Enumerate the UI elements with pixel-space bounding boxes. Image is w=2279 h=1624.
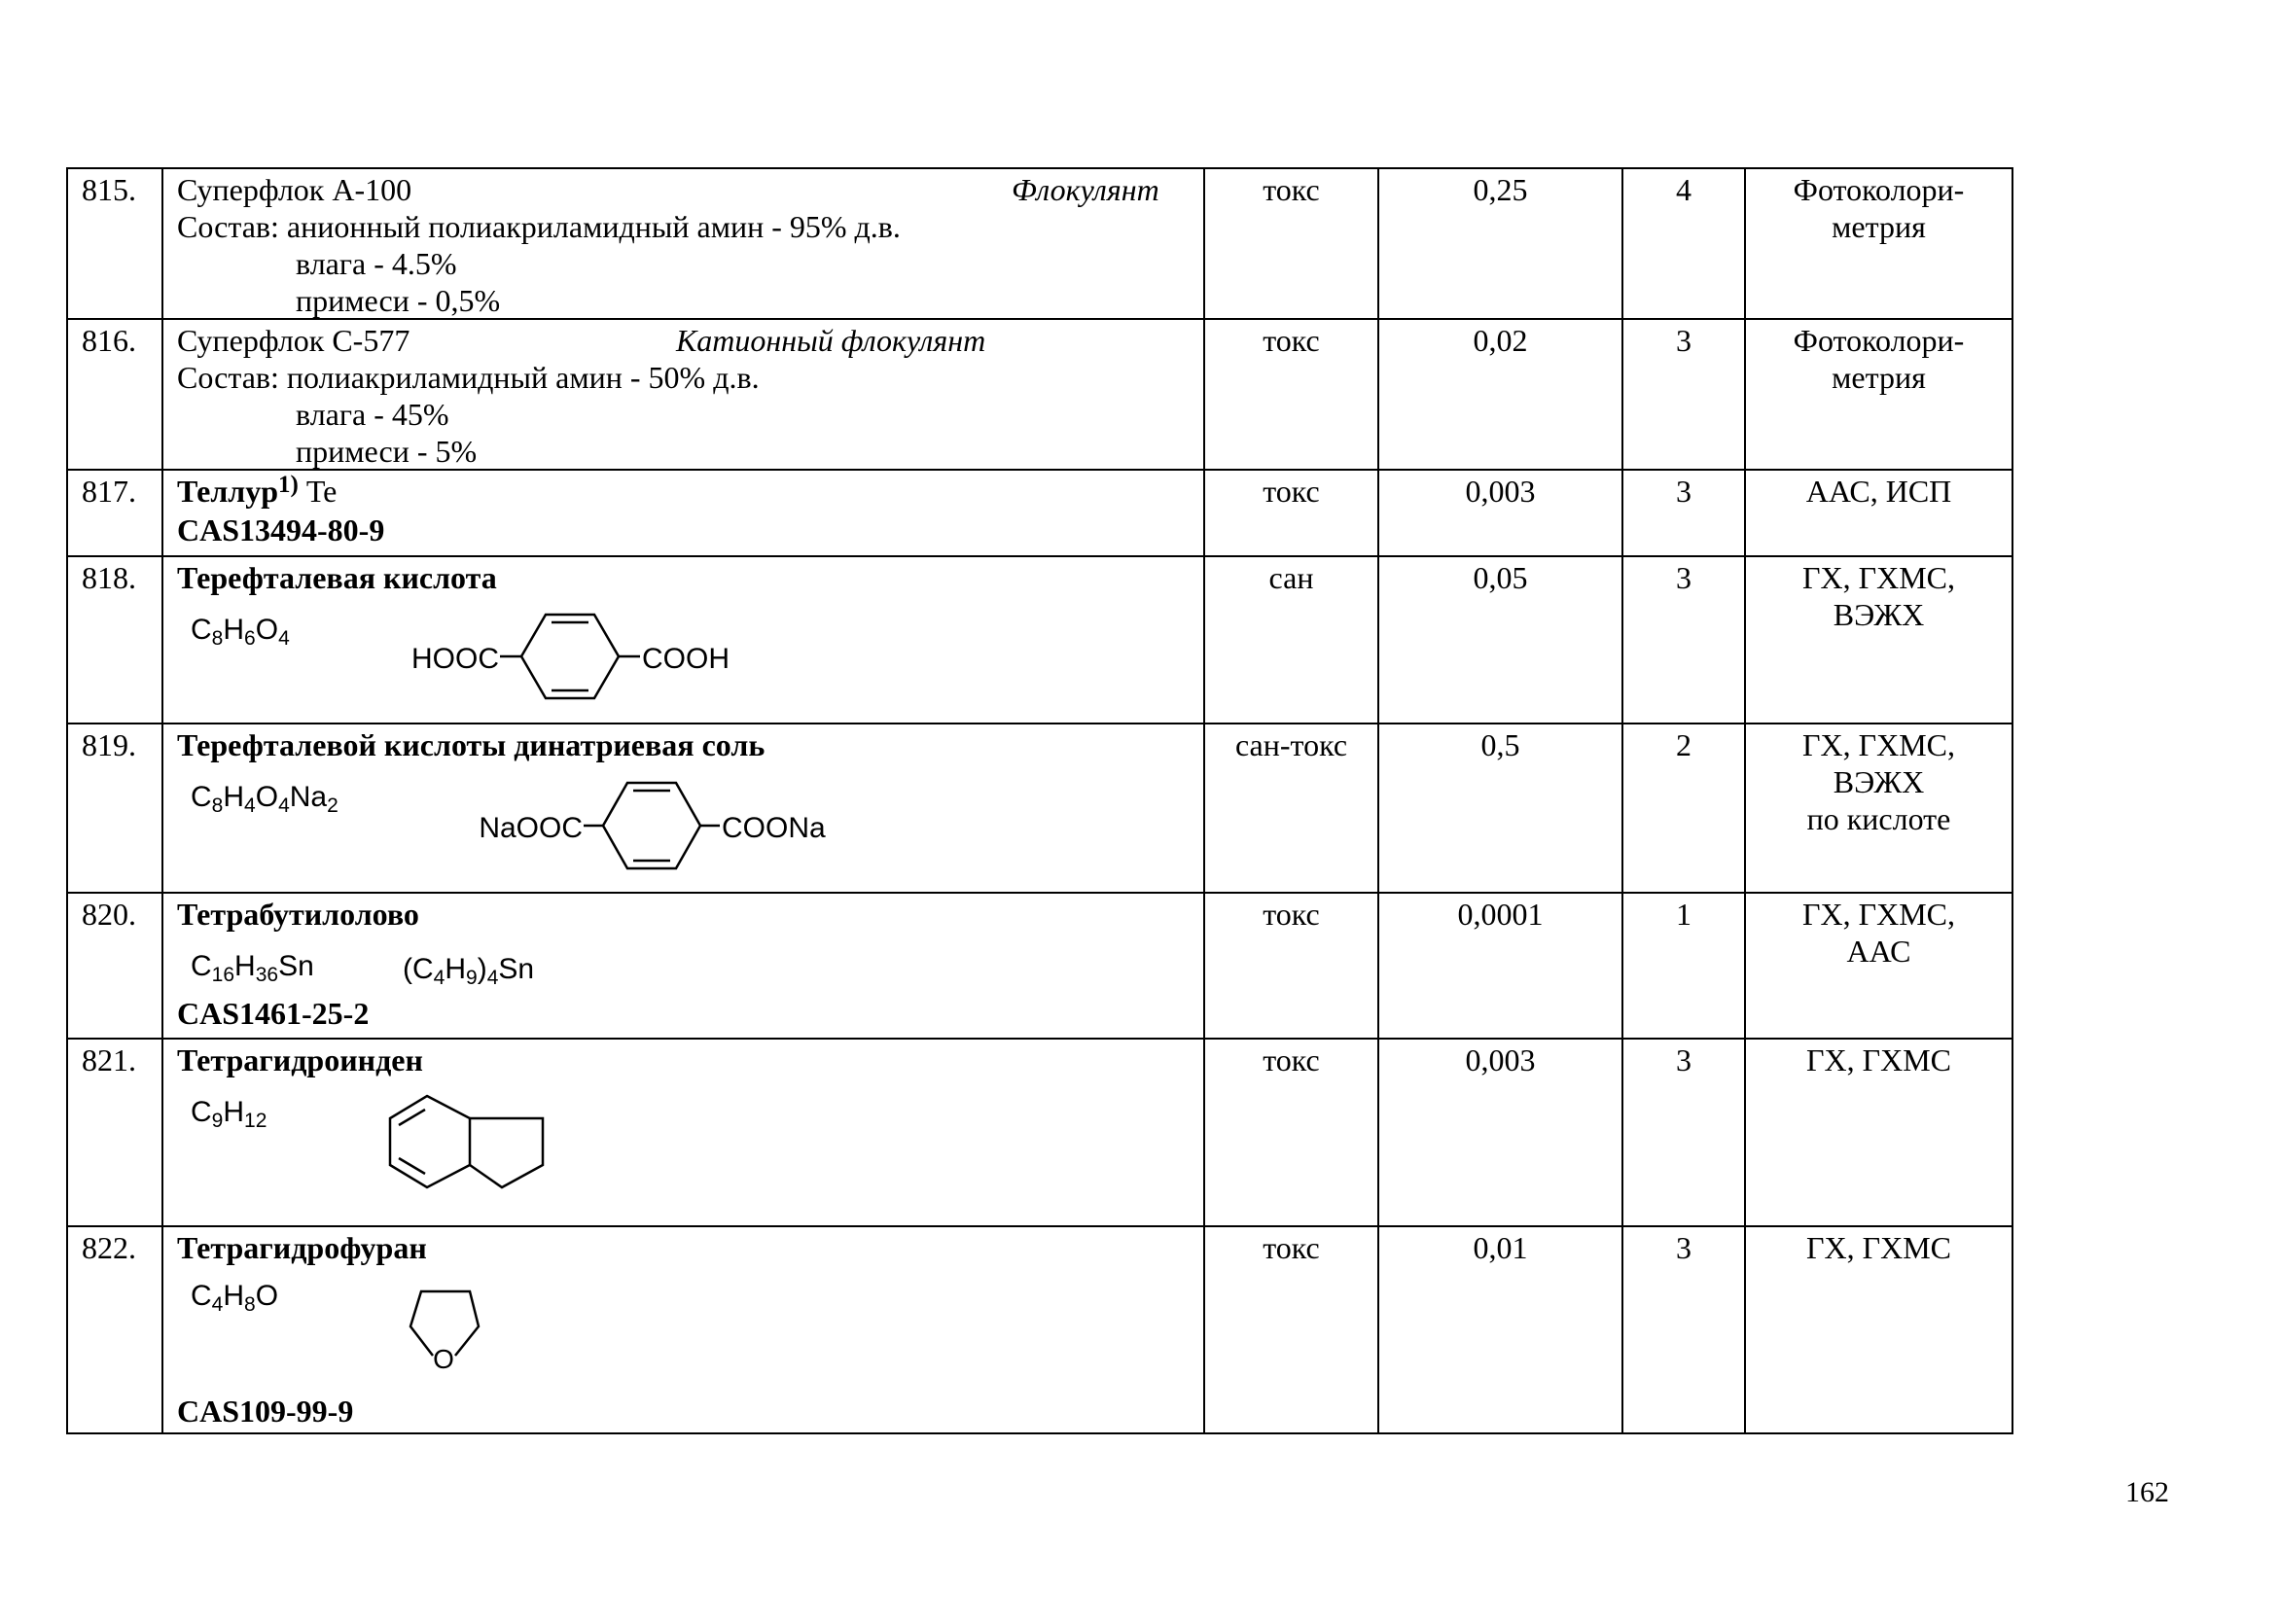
class-cell: сан [1204, 556, 1378, 724]
table-row [67, 470, 2012, 556]
table-row [67, 168, 2012, 319]
element-symbol: Te [305, 474, 338, 509]
disodium-terephthalate-structure [416, 761, 864, 893]
hazard-cell: 4 [1622, 168, 1745, 319]
table-row [67, 893, 2012, 1039]
group-right-label: COOH [642, 643, 730, 675]
row-number: 818. [67, 556, 162, 724]
tetrahydroindene-structure [382, 1088, 606, 1219]
substance-cell [162, 319, 1204, 470]
class-cell: токс [1204, 319, 1378, 470]
substance-type: Флокулянт [1012, 172, 1159, 207]
substance-cell [162, 470, 1204, 556]
value-cell: 0,05 [1378, 556, 1622, 724]
moisture-text: влага - 45% [296, 397, 449, 432]
method-cell: ГХ, ГХМС [1745, 1226, 2012, 1433]
molecular-formula: $C_4H_8O$ [191, 1280, 279, 1316]
substance-name: Теллур [177, 474, 279, 509]
class-cell: токс [1204, 168, 1378, 319]
substance-cell [162, 1226, 1204, 1433]
molecular-formula: $C_9H_{12}$ [191, 1096, 267, 1132]
class-cell: токс [1204, 893, 1378, 1039]
hazard-cell: 3 [1622, 1039, 1745, 1226]
row-number: 815. [67, 168, 162, 319]
row-number: 819. [67, 724, 162, 893]
cas-number: CAS13494-80-9 [177, 512, 385, 547]
molecular-formula: $C_8H_6O_4$ [191, 614, 290, 650]
ring-oxygen-label: O [433, 1344, 454, 1374]
method-cell: Фотоколори- метрия [1745, 168, 2012, 319]
substance-name: Тетрабутилолово [177, 897, 419, 932]
hazard-cell: 3 [1622, 1226, 1745, 1433]
table-row [67, 724, 2012, 893]
substance-name: Терефталевой кислоты динатриевая соль [177, 727, 766, 762]
class-cell: сан-токс [1204, 724, 1378, 893]
group-left-label: HOOC [411, 643, 499, 675]
molecular-formula: $C_{16}H_{36}Sn$ [191, 950, 314, 986]
molecular-formula: $C_8H_4O_4Na_2$ [191, 781, 338, 817]
method-cell: ГХ, ГХМС, ВЭЖХ [1745, 556, 2012, 724]
substance-name: Суперфлок А-100 [177, 172, 412, 207]
moisture-text: влага - 4.5% [296, 246, 457, 281]
hazard-cell: 3 [1622, 319, 1745, 470]
substance-name: Терефталевая кислота [177, 560, 497, 595]
method-cell: ГХ, ГХМС, ААС [1745, 893, 2012, 1039]
method-cell: Фотоколори- метрия [1745, 319, 2012, 470]
substance-type: Катионный флокулянт [676, 323, 986, 358]
hazard-cell: 3 [1622, 556, 1745, 724]
hazard-cell: 2 [1622, 724, 1745, 893]
substance-cell [162, 556, 1204, 724]
value-cell: 0,003 [1378, 1039, 1622, 1226]
value-cell: 0,25 [1378, 168, 1622, 319]
class-cell: токс [1204, 1226, 1378, 1433]
substance-title-line [177, 473, 337, 510]
value-cell: 0,5 [1378, 724, 1622, 893]
value-cell: 0,0001 [1378, 893, 1622, 1039]
table-row [67, 1226, 2012, 1433]
terephthalic-acid-structure [366, 594, 774, 721]
composition-text: Состав: анионный полиакриламидный амин - 95% д.в. [177, 209, 901, 244]
hazard-cell: 1 [1622, 893, 1745, 1039]
row-number: 822. [67, 1226, 162, 1433]
substance-name: Суперфлок С-577 [177, 323, 410, 358]
class-cell: токс [1204, 1039, 1378, 1226]
impurities-text: примеси - 5% [296, 434, 478, 469]
substance-name: Тетрагидроинден [177, 1042, 423, 1077]
tetrahydrofuran-structure [382, 1276, 499, 1383]
impurities-text: примеси - 0,5% [296, 283, 501, 318]
cas-number: CAS109-99-9 [177, 1394, 354, 1429]
page-number: 162 [2125, 1476, 2169, 1508]
table-row [67, 319, 2012, 470]
row-number: 817. [67, 470, 162, 556]
hazard-cell: 3 [1622, 470, 1745, 556]
row-number: 816. [67, 319, 162, 470]
substance-cell [162, 724, 1204, 893]
row-number: 820. [67, 893, 162, 1039]
substance-cell [162, 168, 1204, 319]
group-right-label: COONa [722, 812, 826, 844]
cas-number: CAS1461-25-2 [177, 996, 370, 1031]
substance-name: Тетрагидрофуран [177, 1230, 427, 1265]
substance-cell [162, 1039, 1204, 1226]
method-cell: ГХ, ГХМС [1745, 1039, 2012, 1226]
table-row [67, 556, 2012, 724]
structural-formula: $(C_4H_9)_4Sn$ [403, 953, 535, 989]
group-left-label: NaOOC [479, 812, 583, 844]
value-cell: 0,003 [1378, 470, 1622, 556]
class-cell: токс [1204, 470, 1378, 556]
method-cell: ААС, ИСП [1745, 470, 2012, 556]
value-cell: 0,01 [1378, 1226, 1622, 1433]
footnote-mark: 1) [278, 472, 299, 498]
table-row [67, 1039, 2012, 1226]
composition-text: Состав: полиакриламидный амин - 50% д.в. [177, 360, 760, 395]
value-cell: 0,02 [1378, 319, 1622, 470]
method-cell: ГХ, ГХМС, ВЭЖХ по кислоте [1745, 724, 2012, 893]
substance-cell [162, 893, 1204, 1039]
row-number: 821. [67, 1039, 162, 1226]
substance-table [66, 167, 2013, 1434]
